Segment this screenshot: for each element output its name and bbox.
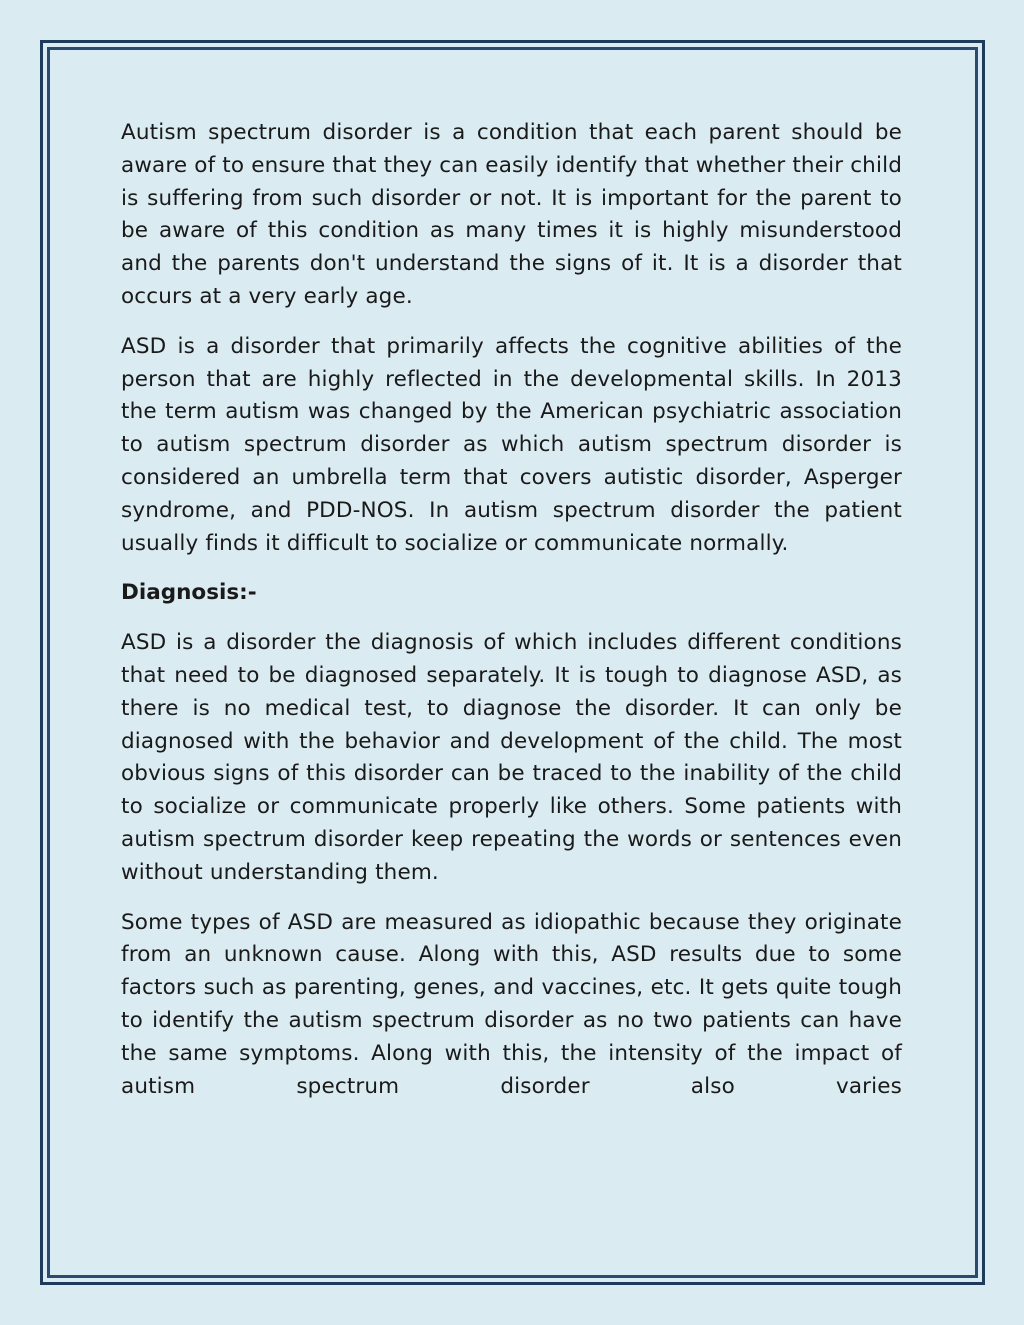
- document-body: [121, 117, 902, 1120]
- idiopathic-paragraph: Some types of ASD are measured as idiopathic because they originate from an unknown cause. Along with this, ASD results due to some factors such as parenting, genes, and vaccines, etc. It gets quite tough to identify the autism spectrum disorder as no two patients can have the same symptoms. Along with this, the intensity of the impact of autism spectrum disorder also varies: [121, 909, 902, 1099]
- section-heading-diagnosis: Diagnosis:-: [121, 580, 257, 606]
- asd-definition-paragraph: ASD is a disorder that primarily affects the cognitive abilities of the person that are highly reflected in the developmental skills. In 2013 the term autism was changed by the American psychiatric association to autism spectrum disorder as which autism spectrum disorder is considered an umbrella term that covers autistic disorder, Asperger syndrome, and PDD-NOS. In autism spectrum disorder the patient usually finds it difficult to socialize or communicate normally.: [121, 333, 902, 556]
- intro-paragraph: Autism spectrum disorder is a condition that each parent should be aware of to ensure that they can easily identify that whether their child is suffering from such disorder or not. It is important for the parent to be aware of this condition as many times it is highly misunderstood and the parents don't understand the signs of it. It is a disorder that occurs at a very early age.: [121, 120, 902, 309]
- diagnosis-paragraph: ASD is a disorder the diagnosis of which includes different conditions that need to be diagnosed separately. It is tough to diagnose ASD, as there is no medical test, to diagnose the disorder. It can only be diagnosed with the behavior and development of the child. The most obvious signs of this disorder can be traced to the inability of the child to socialize or communicate properly like others. Some patients with autism spectrum disorder keep repeating the words or sentences even without understanding them.: [121, 630, 902, 885]
